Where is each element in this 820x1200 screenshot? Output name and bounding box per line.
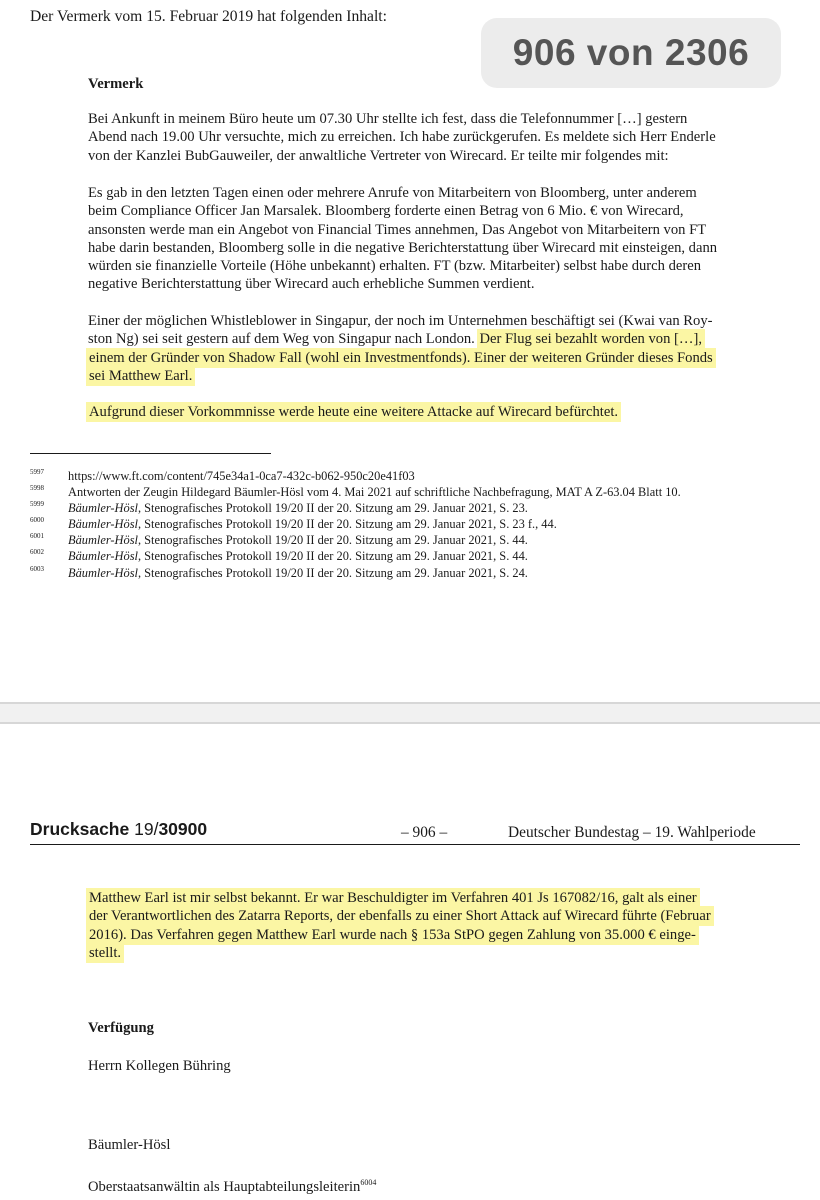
highlighted-text: 2016). Das Verfahren gegen Matthew Earl wurde nach § 153a StPO gegen Zahlung von 35.000 € einge- <box>89 926 696 943</box>
vermerk-paragraph-1 <box>88 110 748 165</box>
footnote-author: Bäumler-Hösl <box>68 517 138 532</box>
footnote-number: 5998 <box>30 484 44 493</box>
text-line <box>88 944 758 962</box>
footnote-author: Bäumler-Hösl <box>68 565 138 580</box>
highlighted-text: sei Matthew Earl. <box>89 367 193 384</box>
highlighted-text: Aufgrund dieser Vorkommnisse werde heute eine weitere Attacke auf Wirecard befürchtet. <box>89 404 619 420</box>
drucksache-id: 30900 <box>158 819 208 839</box>
vermerk-paragraph-2 <box>88 184 748 294</box>
earl-paragraph <box>88 889 758 962</box>
highlighted-text: Matthew Earl ist mir selbst bekannt. Er war Beschuldigter im Verfahren 401 Js 167082/16, galt als einer <box>89 890 697 906</box>
footnote-number: 5999 <box>30 500 44 509</box>
footnote-number: 6002 <box>30 548 44 557</box>
text-line: habe darin bestanden, Bloomberg solle in die negative Berichterstattung über Wirecard mit einsteigen, dann <box>88 239 718 256</box>
text-line: von der Kanzlei BubGauweiler, der anwaltliche Vertreter von Wirecard. Er teilte mir folgendes mit: <box>88 147 669 164</box>
highlighted-text: der Verantwortlichen des Zatarra Reports, der ebenfalls zu einer Short Attack auf Wirecard führte (Februar <box>89 908 711 925</box>
footnote-reference: 6004 <box>360 1178 377 1187</box>
footnote <box>30 468 790 484</box>
highlighted-text: einem der Gründer von Shadow Fall (wohl ein Investmentfonds). Einer der weiteren Gründer dieses Fonds <box>89 349 713 366</box>
signatory-name: Bäumler-Hösl <box>88 1137 171 1153</box>
text-line: negative Berichterstattung über Wirecard auch erhebliche Summen verdient. <box>88 276 535 293</box>
vermerk-paragraph-3 <box>88 312 748 385</box>
page-header <box>30 818 800 844</box>
highlighted-text: Der Flug sei bezahlt worden von […], <box>479 331 702 348</box>
footnote <box>30 565 790 581</box>
vermerk-paragraph-4 <box>88 403 619 421</box>
footnote-text: , Stenografisches Protokoll 19/20 II der 20. Sitzung am 29. Januar 2021, S. 44. <box>137 549 528 564</box>
header-rule <box>30 844 800 845</box>
drucksache-prefix: 19/ <box>134 819 159 839</box>
footnote-author: Bäumler-Hösl <box>68 549 138 564</box>
text-line: ansonsten werde man ein Angebot von Financial Times annehmen, Das Angebot von Mitarbeitern von FT <box>88 221 707 238</box>
page-counter-badge: 906 von 2306 <box>481 18 781 88</box>
addressee: Herrn Kollegen Bühring <box>88 1058 231 1074</box>
text-line <box>88 907 758 925</box>
footnote <box>30 500 790 516</box>
footnote <box>30 548 790 564</box>
page-break-edge <box>0 722 820 724</box>
text-line <box>88 330 748 348</box>
text-line <box>88 349 748 367</box>
footnote-separator <box>30 453 271 454</box>
signatory-title <box>88 1174 376 1196</box>
footnote-text[interactable]: https://www.ft.com/content/745e34a1-0ca7-432c-b062-950c20e41f03 <box>68 469 415 483</box>
footnote-text: , Stenografisches Protokoll 19/20 II der 20. Sitzung am 29. Januar 2021, S. 23. <box>137 501 528 516</box>
drucksache-number <box>30 819 207 840</box>
intro-text: Der Vermerk vom 15. Februar 2019 hat folgenden Inhalt: <box>30 8 387 25</box>
footnote-text: , Stenografisches Protokoll 19/20 II der 20. Sitzung am 29. Januar 2021, S. 24. <box>137 565 528 580</box>
drucksache-label: Drucksache <box>30 819 130 839</box>
footnote <box>30 484 790 500</box>
highlighted-text: stellt. <box>89 944 122 961</box>
text-line <box>88 367 748 385</box>
text-line: beim Compliance Officer Jan Marsalek. Bloomberg forderte einen Betrag von 6 Mio. € von Wirecard, <box>88 203 684 220</box>
text-line: würden sie finanzielle Vorteile (Höhe unbekannt) erhalten. FT (bzw. Mitarbeiter) selbst habe durch deren <box>88 258 701 275</box>
text-line <box>88 889 758 907</box>
footnote-number: 6001 <box>30 532 44 541</box>
footnote-text: Antworten der Zeugin Hildegard Bäumler-Hösl vom 4. Mai 2021 auf schriftliche Nachbefragung, MAT A Z-63.04 Blatt 10. <box>68 485 681 500</box>
footnote <box>30 532 790 548</box>
vermerk-heading: Vermerk <box>88 76 144 92</box>
footnote-author: Bäumler-Hösl <box>68 533 138 548</box>
footnote <box>30 516 790 532</box>
header-right: Deutscher Bundestag – 19. Wahlperiode <box>508 824 756 841</box>
page-break-edge <box>0 702 820 704</box>
text-segment: ston Ng) sei seit gestern auf dem Weg von Singapur nach London. <box>88 331 475 348</box>
text-line <box>88 926 758 944</box>
text-line: Bei Ankunft in meinem Büro heute um 07.30 Uhr stellte ich fest, dass die Telefonnummer […] gestern <box>88 111 688 127</box>
text-line: Abend nach 19.00 Uhr versuchte, mich zu erreichen. Ich habe zurückgerufen. Es meldete sich Herr Enderle <box>88 129 716 146</box>
footnote-number: 5997 <box>30 468 44 476</box>
verfuegung-heading: Verfügung <box>88 1020 154 1036</box>
footnotes <box>30 468 790 581</box>
page-break <box>0 703 820 723</box>
footnote-text: , Stenografisches Protokoll 19/20 II der 20. Sitzung am 29. Januar 2021, S. 23 f., 44. <box>137 517 557 532</box>
text-line: Es gab in den letzten Tagen einen oder mehrere Anrufe von Mitarbeitern von Bloomberg, unter anderem <box>88 185 697 201</box>
title-text: Oberstaatsanwältin als Hauptabteilungsleiterin <box>88 1178 361 1195</box>
footnote-author: Bäumler-Hösl <box>68 501 138 516</box>
footnote-number: 6000 <box>30 516 44 525</box>
page-number: – 906 – <box>401 824 448 841</box>
footnote-text: , Stenografisches Protokoll 19/20 II der 20. Sitzung am 29. Januar 2021, S. 44. <box>137 533 528 548</box>
text-line: Einer der möglichen Whistleblower in Singapur, der noch im Unternehmen beschäftigt sei (Kwai van Roy- <box>88 313 713 329</box>
footnote-number: 6003 <box>30 564 44 573</box>
